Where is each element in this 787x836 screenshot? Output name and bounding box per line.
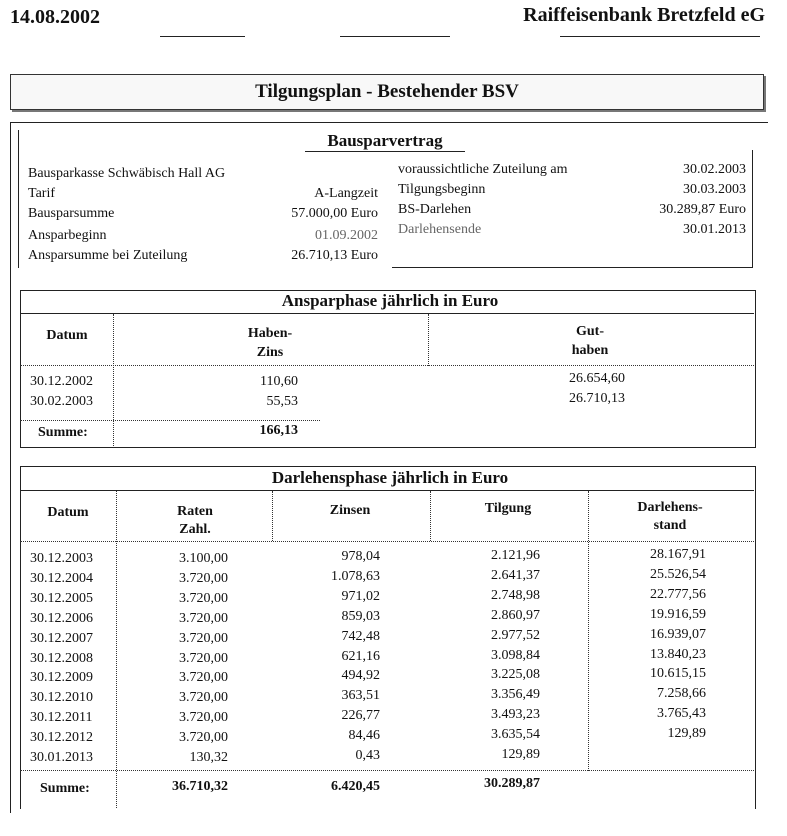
loan-sum-raten: 36.710,32 <box>172 779 228 794</box>
loan-row-raten: 3.720,00 <box>179 610 228 626</box>
header-rule-3 <box>560 36 760 37</box>
savings-row-zins: 110,60 <box>260 374 298 389</box>
savings-sum-divider <box>20 420 320 421</box>
savings-sum-zins: 166,13 <box>259 423 298 438</box>
loan-row-raten: 3.720,00 <box>179 590 228 606</box>
savings-header-rule <box>20 313 754 314</box>
contract-title: Bausparvertrag <box>327 131 443 150</box>
savings-row-zins: 55,53 <box>266 394 298 409</box>
loan-row-tilgung: 2.121,96 <box>491 548 540 563</box>
contract-left-value: 01.09.2002 <box>315 228 378 243</box>
loan-row-datum: 30.12.2003 <box>30 551 93 566</box>
loan-row-datum: 30.12.2004 <box>30 570 93 586</box>
loan-row-tilgung: 2.748,98 <box>491 587 540 603</box>
contract-right-label: BS-Darlehen <box>398 202 472 217</box>
loan-row-tilgung: 2.860,97 <box>491 607 540 623</box>
loan-row-datum: 30.01.2013 <box>30 750 93 765</box>
loan-row-stand: 7.258,66 <box>657 686 706 702</box>
loan-row-datum: 30.12.2006 <box>30 610 93 626</box>
loan-row-zinsen: 226,77 <box>341 708 380 724</box>
savings-col-guthaben-1: Gut- <box>576 324 604 339</box>
contract-right-label: Darlehensende <box>398 222 482 237</box>
loan-sum-divider <box>20 770 754 771</box>
contract-title-underline <box>305 151 465 152</box>
savings-row-datum: 30.12.2002 <box>30 374 93 389</box>
loan-row-stand: 3.765,43 <box>657 706 706 722</box>
loan-col-tilgung: Tilgung <box>484 501 532 516</box>
loan-col-zinsen: Zinsen <box>329 503 371 518</box>
loan-col-divider-1 <box>116 491 117 808</box>
loan-row-zinsen: 859,03 <box>341 608 380 624</box>
bank-name: Raiffeisenbank Bretzfeld eG <box>523 4 765 26</box>
contract-right-value: 30.289,87 Euro <box>659 202 746 217</box>
savings-header-divider <box>20 365 754 366</box>
savings-col-datum: Datum <box>46 328 88 343</box>
loan-row-raten: 3.100,00 <box>179 551 228 566</box>
loan-row-stand: 10.615,15 <box>650 666 706 682</box>
loan-col-raten-2: Zahl. <box>179 522 211 537</box>
loan-col-divider-2 <box>272 491 273 541</box>
loan-row-raten: 3.720,00 <box>179 670 228 686</box>
loan-row-tilgung: 3.493,23 <box>491 707 540 723</box>
header-rule-2 <box>340 36 450 37</box>
document-date: 14.08.2002 <box>10 6 100 28</box>
loan-sum-zinsen: 6.420,45 <box>331 779 380 794</box>
loan-col-divider-4 <box>588 491 589 771</box>
loan-row-raten: 130,32 <box>189 750 228 765</box>
loan-row-zinsen: 494,92 <box>341 668 380 684</box>
loan-row-datum: 30.12.2011 <box>30 710 93 726</box>
loan-row-zinsen: 971,02 <box>341 588 380 604</box>
savings-title: Ansparphase jährlich in Euro <box>281 291 499 310</box>
savings-col-zins-2: Zins <box>256 345 284 360</box>
loan-row-tilgung: 3.098,84 <box>491 647 540 663</box>
loan-sum-tilgung: 30.289,87 <box>484 776 540 791</box>
loan-col-divider-3 <box>430 491 431 541</box>
loan-title: Darlehensphase jährlich in Euro <box>271 468 509 487</box>
loan-col-stand-2: stand <box>653 518 687 533</box>
contract-left-value: A-Langzeit <box>314 186 378 201</box>
contract-left-label: Ansparbeginn <box>28 228 107 243</box>
loan-row-tilgung: 129,89 <box>501 747 540 762</box>
loan-row-datum: 30.12.2005 <box>30 590 93 606</box>
loan-col-raten-1: Raten <box>177 504 213 519</box>
loan-row-zinsen: 1.078,63 <box>331 568 380 584</box>
loan-row-tilgung: 2.977,52 <box>491 627 540 643</box>
loan-row-stand: 28.167,91 <box>650 547 706 562</box>
loan-row-datum: 30.12.2007 <box>30 630 93 646</box>
loan-row-datum: 30.12.2012 <box>30 730 93 746</box>
loan-col-stand-1: Darlehens- <box>637 500 703 515</box>
plan-title: Tilgungsplan - Bestehender BSV <box>10 74 764 110</box>
loan-row-stand: 16.939,07 <box>650 626 706 642</box>
loan-row-raten: 3.720,00 <box>179 570 228 586</box>
loan-row-tilgung: 3.225,08 <box>491 667 540 683</box>
loan-sum-label: Summe: <box>40 781 90 796</box>
loan-row-raten: 3.720,00 <box>179 710 228 726</box>
savings-row-guthaben: 26.710,13 <box>569 391 625 406</box>
savings-row-guthaben: 26.654,60 <box>569 371 625 386</box>
loan-row-zinsen: 978,04 <box>341 549 380 564</box>
savings-row-datum: 30.02.2003 <box>30 394 93 409</box>
loan-row-zinsen: 84,46 <box>348 728 380 744</box>
loan-row-raten: 3.720,00 <box>179 630 228 646</box>
header-rule-1 <box>160 36 245 37</box>
contract-right-edge <box>752 150 753 268</box>
loan-header-rule <box>20 490 754 491</box>
loan-row-tilgung: 2.641,37 <box>491 567 540 583</box>
savings-col-zins-1: Haben- <box>247 326 293 341</box>
savings-col-guthaben-2: haben <box>571 343 609 358</box>
loan-header-divider <box>20 541 754 542</box>
loan-row-stand: 25.526,54 <box>650 566 706 582</box>
loan-row-tilgung: 3.356,49 <box>491 687 540 703</box>
loan-row-datum: 30.12.2008 <box>30 650 93 666</box>
loan-row-zinsen: 363,51 <box>341 688 380 704</box>
loan-row-raten: 3.720,00 <box>179 690 228 706</box>
loan-row-stand: 129,89 <box>667 726 706 742</box>
loan-row-datum: 30.12.2010 <box>30 690 93 706</box>
contract-left-label: Tarif <box>28 186 56 201</box>
contract-left-label: Bausparkasse Schwäbisch Hall AG <box>28 166 226 181</box>
contract-right-value: 30.03.2003 <box>683 182 746 197</box>
loan-row-stand: 13.840,23 <box>650 646 706 662</box>
savings-col-divider-2 <box>428 314 429 366</box>
contract-right-value: 30.01.2013 <box>683 222 746 237</box>
loan-col-datum: Datum <box>47 505 89 520</box>
contract-left-value: 26.710,13 Euro <box>291 248 378 263</box>
loan-row-raten: 3.720,00 <box>179 650 228 666</box>
contract-left-label: Bausparsumme <box>28 206 115 221</box>
loan-row-zinsen: 0,43 <box>355 748 380 763</box>
contract-right-label: Tilgungsbeginn <box>398 182 486 197</box>
contract-bottom-rule <box>392 267 752 268</box>
savings-col-divider-1 <box>113 314 114 446</box>
contract-right-label: voraussichtliche Zuteilung am <box>398 162 568 177</box>
loan-row-tilgung: 3.635,54 <box>491 727 540 743</box>
loan-row-datum: 30.12.2009 <box>30 670 93 686</box>
contract-left-label: Ansparsumme bei Zuteilung <box>28 248 188 263</box>
loan-row-stand: 19.916,59 <box>650 606 706 622</box>
loan-row-stand: 22.777,56 <box>650 586 706 602</box>
loan-row-raten: 3.720,00 <box>179 730 228 746</box>
contract-left-value: 57.000,00 Euro <box>291 206 378 221</box>
savings-sum-label: Summe: <box>38 425 88 440</box>
loan-row-zinsen: 742,48 <box>341 628 380 644</box>
contract-right-value: 30.02.2003 <box>683 162 746 177</box>
loan-row-zinsen: 621,16 <box>341 648 380 664</box>
